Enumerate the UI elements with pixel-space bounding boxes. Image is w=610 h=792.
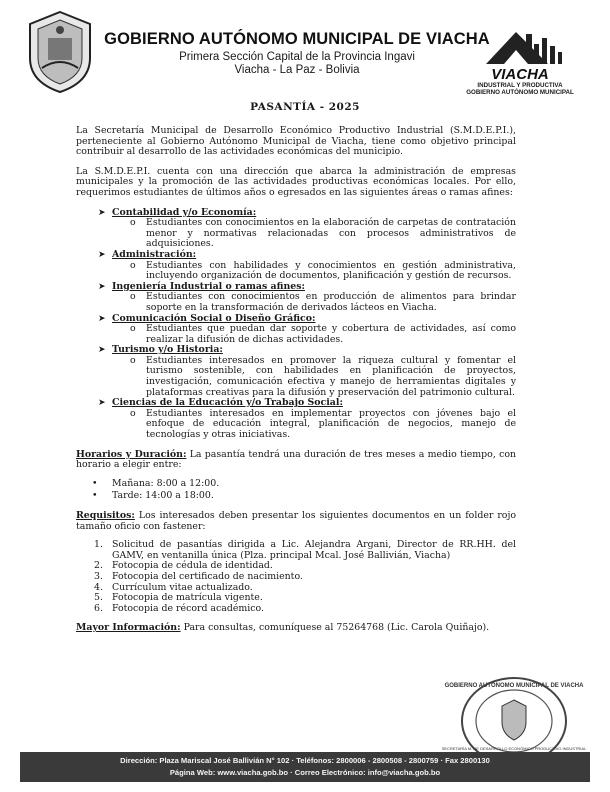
requirement-number: 5.: [94, 592, 103, 604]
requirements-section: [76, 511, 516, 614]
requirements-text: Los interesados deben presentar los siguientes documentos en un folder rojo tamaño oficio con fastener:: [76, 510, 516, 532]
area-name: Comunicación Social o Diseño Gráfico:: [112, 312, 316, 324]
bullet-icon: •: [92, 490, 98, 502]
circle-bullet-icon: o: [130, 407, 136, 419]
schedule-list: [76, 479, 516, 502]
requirement-item: [76, 540, 516, 561]
area-description: [112, 218, 516, 250]
schedule-text: La pasantía tendrá una duración de tres meses a medio tiempo, con horario a elegir entre:: [76, 448, 516, 471]
area-description: [112, 356, 516, 398]
area-name: Contabilidad y/o Economía:: [112, 206, 257, 218]
requirement-item: [76, 604, 516, 615]
area-name: Ingeniería Industrial o ramas afines:: [112, 280, 305, 292]
bullet-icon: ➤: [98, 398, 106, 409]
institution-location: Viacha - La Paz - Bolivia: [234, 64, 360, 76]
footer-address: Dirección: Plaza Mariscal José Ballivián N° 102 · Teléfonos: 2800006 - 2800508 - 2800759 · Fax 2800130: [120, 756, 490, 765]
bullet-icon: •: [92, 477, 98, 489]
area-description-text: Estudiantes con conocimientos en la elaboración de carpetas de contratación menor y normativas relacionadas con procesos administrativos de adquisiciones.: [146, 217, 516, 250]
info-label: Mayor Información:: [76, 622, 181, 634]
area-description: [112, 324, 516, 345]
document-body: [76, 126, 516, 634]
area-item: [76, 250, 516, 282]
bullet-icon: ➤: [98, 207, 106, 218]
footer-web: Página Web: www.viacha.gob.bo · Correo Electrónico: info@viacha.gob.bo: [169, 768, 441, 777]
circle-bullet-icon: o: [130, 217, 136, 229]
bullet-icon: ➤: [98, 345, 106, 356]
area-description-text: Estudiantes con conocimientos en producción de alimentos para brindar soporte en la transformación de derivados lácteos en Viacha.: [146, 291, 516, 313]
schedule-section: [76, 450, 516, 502]
area-description: [112, 261, 516, 282]
logo-wordmark: VIACHA: [491, 66, 549, 83]
municipal-crest-icon: [20, 8, 100, 96]
info-text: Para consultas, comuníquese al 75264768 (Lic. Carola Quiñajo).: [183, 622, 490, 634]
intro-paragraph-2: La S.M.D.E.P.I. cuenta con una dirección que abarca la administración de empresas municipales y la promoción de las actividades productivas económicas locales. Por ello, requerimos estudiantes de últimos años o egresados en las siguientes áreas o ramas afines:: [76, 165, 516, 198]
logo-tagline-line1: INDUSTRIAL Y PRODUCTIVA: [477, 82, 563, 89]
requirement-number: 2.: [94, 560, 103, 572]
area-description-text: Estudiantes con habilidades y conocimientos en gestión administrativa, incluyendo organización de documentos, planificación y gestión de recursos.: [146, 259, 516, 282]
intro-paragraph: La Secretaría Municipal de Desarrollo Económico Productivo Industrial (S.M.D.E.P.I.), perteneciente al Gobierno Autónomo Municipal de Viacha, tiene como objetivo principal contribuir al desarrollo de las actividades económicas del municipio.: [76, 125, 516, 158]
institution-subtitle: Primera Sección Capital de la Provincia Ingavi: [179, 51, 415, 63]
requirement-text: Fotocopia de matrícula vigente.: [112, 592, 263, 604]
schedule-item: [76, 491, 516, 502]
requirement-number: 4.: [94, 581, 103, 593]
area-item: [76, 398, 516, 440]
area-description: [112, 292, 516, 313]
area-name: Administración:: [112, 248, 197, 260]
area-description-text: Estudiantes interesados en promover la riqueza cultural y fomentar el turismo sostenible, con habilidades en planificación de proyectos, investigación, comunicación efectiva y manejo de herramientas digitales y plataformas creativas para la difusión y preservación del patrimonio cultural.: [146, 354, 516, 398]
requirements-label: Requisitos:: [76, 510, 135, 521]
area-name: Ciencias de la Educación y/o Trabajo Social:: [112, 397, 343, 409]
schedule-item-text: Mañana: 8:00 a 12:00.: [112, 477, 220, 489]
document-title: PASANTÍA - 2025: [250, 101, 360, 113]
area-name: Turismo y/o Historia:: [112, 344, 223, 356]
circle-bullet-icon: o: [130, 354, 136, 366]
logo-tagline-line2: GOBIERNO AUTÓNOMO MUNICIPAL: [466, 89, 574, 96]
requirement-text: Fotocopia de cédula de identidad.: [112, 560, 273, 572]
seal-ring-text: GOBIERNO AUTÓNOMO MUNICIPAL DE VIACHA: [444, 683, 584, 689]
requirement-text: Currículum vitae actualizado.: [112, 581, 253, 593]
info-section: [76, 623, 516, 634]
seal-inner-text: SECRETARÍA M. DE DESARROLLO ECONÓMICO PRODUCTIVO INDUSTRIAL: [441, 746, 587, 751]
areas-list: [76, 208, 516, 441]
footer-bar: [20, 752, 590, 782]
requirement-text: Fotocopia de récord académico.: [112, 602, 265, 614]
area-description-text: Estudiantes que puedan dar soporte y cobertura de actividades, así como realizar la difusión de dichas actividades.: [146, 323, 516, 345]
requirements-list: [76, 540, 516, 614]
requirement-number: 6.: [94, 602, 103, 614]
circle-bullet-icon: o: [130, 259, 136, 271]
schedule-label: Horarios y Duración:: [76, 448, 187, 460]
requirement-number: 3.: [94, 570, 103, 582]
requirement-text: Fotocopia del certificado de nacimiento.: [112, 570, 303, 582]
circle-bullet-icon: o: [130, 291, 136, 303]
bullet-icon: ➤: [98, 313, 106, 324]
requirement-number: 1.: [94, 539, 103, 551]
logo-tagline: [465, 82, 575, 96]
schedule-item-text: Tarde: 14:00 a 18:00.: [112, 490, 214, 502]
area-description-text: Estudiantes interesados en implementar proyectos con jóvenes bajo el enfoque de educación integral, planificación de negocios, manejo de tecnologías y otras iniciativas.: [146, 407, 516, 441]
area-item: [76, 208, 516, 250]
requirement-text: Solicitud de pasantías dirigida a Lic. Alejandra Argani, Director de RR.HH. del GAMV, en ventanilla única (Plza. principal Mcal. José Ballivián, Viacha): [112, 539, 516, 561]
area-item: [76, 282, 516, 314]
bullet-icon: ➤: [98, 281, 106, 292]
circle-bullet-icon: o: [130, 323, 136, 335]
bullet-icon: ➤: [98, 249, 106, 260]
area-description: [112, 409, 516, 441]
area-item: [76, 314, 516, 346]
area-item: [76, 345, 516, 398]
institution-name: GOBIERNO AUTÓNOMO MUNICIPAL DE VIACHA: [104, 30, 490, 48]
schedule-item: [76, 479, 516, 490]
